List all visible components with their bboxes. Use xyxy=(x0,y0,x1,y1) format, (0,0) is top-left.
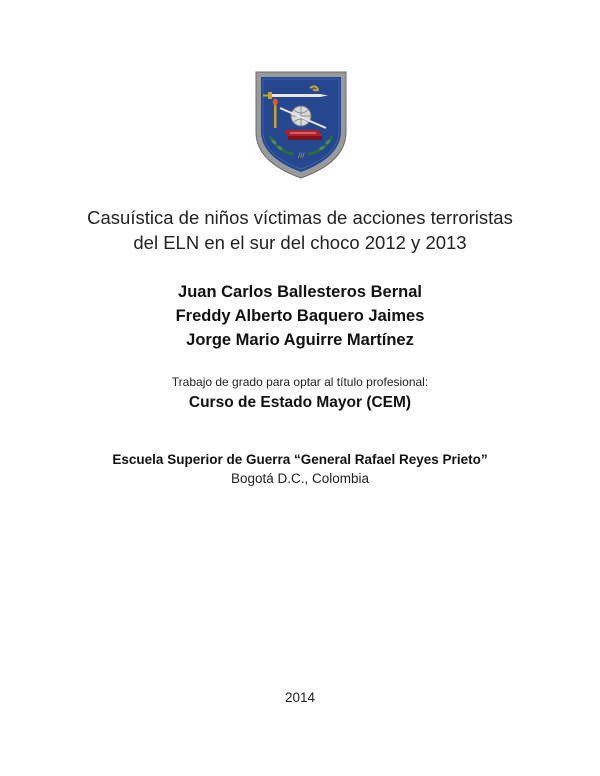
author-name: Freddy Alberto Baquero Jaimes xyxy=(175,307,425,325)
thesis-title-line-2: del ELN en el sur del choco 2012 y 2013 xyxy=(133,232,467,253)
city-location: Bogotá D.C., Colombia xyxy=(230,471,370,486)
publication-year: 2014 xyxy=(284,690,316,705)
globe-icon xyxy=(291,106,311,126)
school-name: Escuela Superior de Guerra “General Rafael Reyes Prieto” xyxy=(112,452,488,467)
course-name: Curso de Estado Mayor (CEM) xyxy=(188,394,412,411)
degree-purpose: Trabajo de grado para optar al título profesional: xyxy=(171,375,429,389)
crest-band-text: /// xyxy=(298,152,305,159)
author-name: Jorge Mario Aguirre Martínez xyxy=(186,331,414,349)
school-crest-icon xyxy=(254,70,348,180)
author-name: Juan Carlos Ballesteros Bernal xyxy=(178,283,422,301)
thesis-title-line-1: Casuística de niños víctimas de acciones terroristas xyxy=(87,207,513,228)
author-list xyxy=(0,280,600,352)
thesis-title xyxy=(0,205,600,255)
book-icon xyxy=(284,130,322,140)
